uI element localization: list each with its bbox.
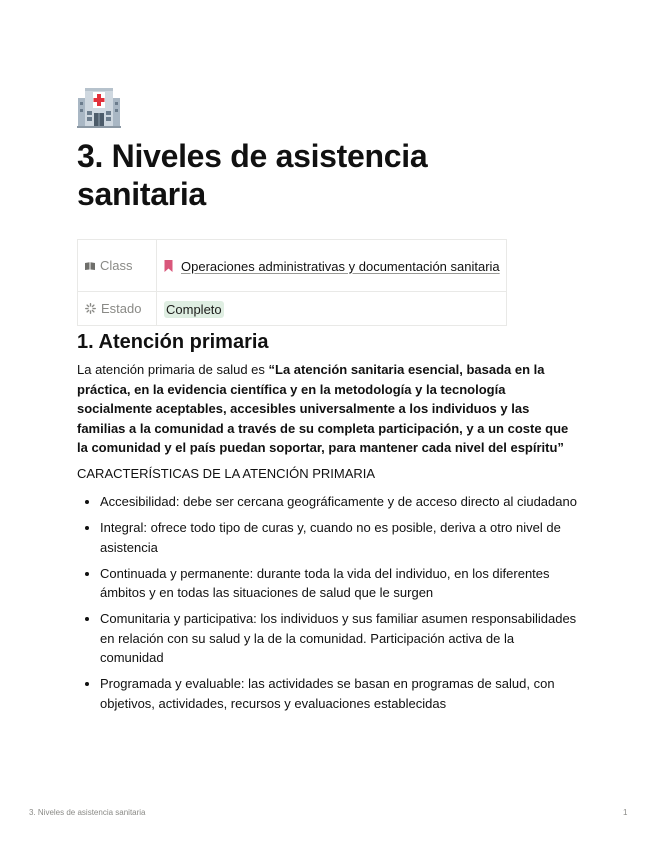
property-key-label: Class [100, 258, 133, 273]
section-heading: 1. Atención primaria [77, 331, 269, 353]
properties-table [77, 239, 507, 326]
page-title: 3. Niveles de asistencia sanitaria [77, 138, 428, 212]
page-number: 1 [623, 808, 628, 817]
characteristics-list [77, 492, 577, 713]
property-value[interactable] [157, 292, 507, 326]
bookmark-icon [164, 260, 173, 272]
property-row-class [78, 240, 507, 292]
intro-paragraph [77, 360, 577, 458]
property-key [78, 240, 157, 292]
list-item: • Programada y evaluable: las actividades se basan en programas de salud, con objetivos, actividades, recursos y evaluaciones establecidas [100, 674, 577, 713]
book-icon [85, 262, 95, 270]
list-item: • Comunitaria y participativa: los individuos y sus familiar asumen responsabilidades en relación con su salud y la de la comunidad. Participación activa de la comunidad [100, 609, 577, 668]
hospital-icon [77, 84, 121, 128]
property-row-estado [78, 292, 507, 326]
class-relation-link[interactable]: Operaciones administrativas y documentación sanitaria [181, 258, 500, 274]
property-key [78, 292, 157, 326]
property-value[interactable] [157, 240, 507, 292]
characteristics-heading: CARACTERÍSTICAS DE LA ATENCIÓN PRIMARIA [77, 465, 376, 481]
status-icon [85, 303, 96, 314]
list-item: • Accesibilidad: debe ser cercana geográficamente y de acceso directo al ciudadano [100, 492, 577, 512]
section-body [77, 360, 577, 720]
intro-definition: “La atención sanitaria esencial, basada en la práctica, en la evidencia científica y en la metodología y la tecnología socialmente aceptables, accesibles universalmente a los individuos y las familias a la comunidad a través de su completa participación, y a un coste que la comunidad y el país puedan soportar, para mantener cada nivel del espíritu” [77, 362, 569, 455]
list-item: • Integral: ofrece todo tipo de curas y, cuando no es posible, deriva a otro nivel de asistencia [100, 518, 577, 557]
intro-text: La atención primaria de salud es [77, 362, 269, 377]
property-key-label: Estado [101, 301, 142, 316]
status-tag[interactable]: Completo [166, 301, 222, 317]
list-item: • Continuada y permanente: durante toda la vida del individuo, en los diferentes ámbitos y en todas las situaciones de salud que le surgen [100, 564, 577, 603]
footer-title: 3. Niveles de asistencia sanitaria [29, 808, 146, 817]
